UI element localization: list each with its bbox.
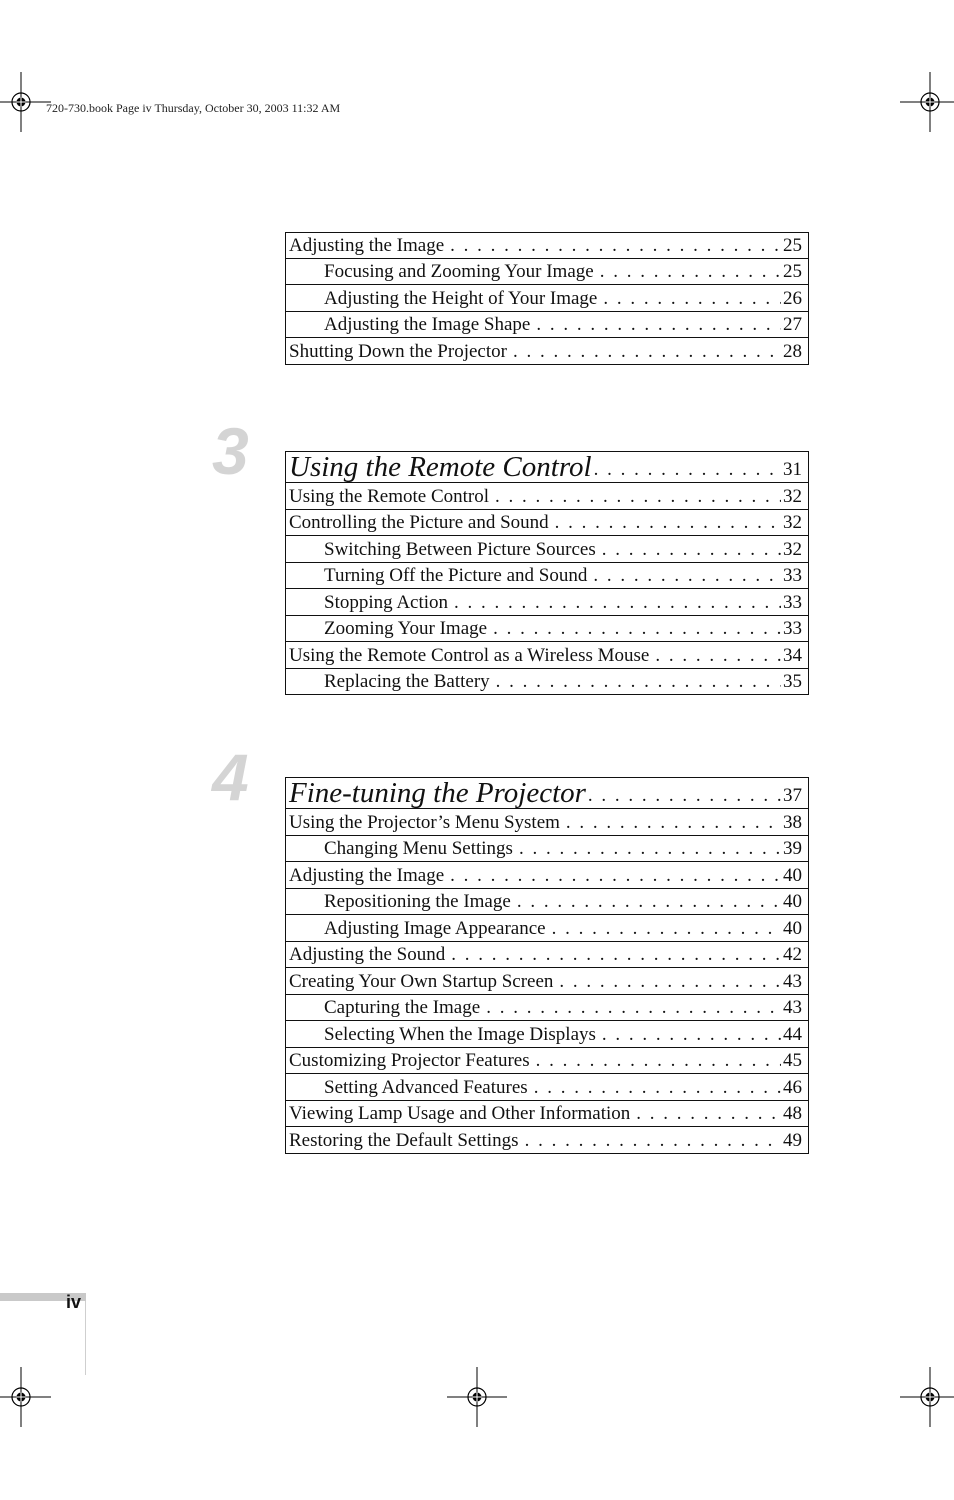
toc-subentry[interactable]: [285, 915, 809, 942]
toc-entry-title: Customizing Projector Features: [289, 1050, 530, 1071]
toc-entry-page: 25: [783, 261, 802, 282]
chapter-title: Using the Remote Control: [289, 451, 592, 483]
dot-leader: [636, 1103, 781, 1126]
dot-leader: [486, 997, 781, 1020]
dot-leader: [451, 944, 781, 967]
toc-entry-page: 43: [783, 970, 802, 992]
dot-leader: [525, 1130, 781, 1153]
toc-entry[interactable]: [285, 968, 809, 995]
dot-leader: [519, 838, 781, 861]
toc-entry-page: 43: [783, 997, 802, 1018]
toc-entry-page: 33: [783, 618, 802, 639]
toc-chapter-4: [285, 777, 809, 1154]
dot-leader: [602, 1024, 781, 1047]
toc-entry-page: 38: [783, 811, 802, 833]
toc-entry-title: Restoring the Default Settings: [289, 1129, 519, 1151]
registration-mark-top-left-icon: [0, 72, 51, 132]
toc-subentry[interactable]: [285, 616, 809, 643]
toc-subentry[interactable]: [285, 285, 809, 312]
toc-entry-title: Zooming Your Image: [324, 618, 488, 639]
toc-entry-title: Using the Remote Control as a Wireless Mouse: [289, 644, 650, 666]
toc-entry[interactable]: [285, 338, 809, 365]
toc-entry-title: Shutting Down the Projector: [289, 340, 507, 362]
dot-leader: [495, 486, 781, 509]
toc-entry-title: Changing Menu Settings: [324, 838, 513, 859]
toc-subentry[interactable]: [285, 536, 809, 563]
folio-rule: [85, 1301, 86, 1375]
toc-entry[interactable]: [285, 862, 809, 889]
toc-chapter-3: [285, 451, 809, 695]
dot-leader: [536, 314, 781, 337]
dot-leader: [602, 539, 781, 562]
toc-entry-page: 28: [783, 340, 802, 362]
toc-entry-page: 39: [783, 838, 802, 859]
registration-mark-bottom-right-icon: [900, 1367, 954, 1427]
dot-leader: [493, 618, 781, 641]
chapter-title-entry[interactable]: [285, 451, 809, 483]
toc-subentry[interactable]: [285, 669, 809, 696]
print-slug: 720-730.book Page iv Thursday, October 30, 2003 11:32 AM: [46, 101, 341, 115]
dot-leader: [555, 512, 781, 535]
dot-leader: [593, 565, 781, 588]
toc-section-continued: [285, 232, 809, 365]
toc-entry[interactable]: [285, 942, 809, 969]
dot-leader: [513, 341, 781, 364]
toc-entry-page: 46: [783, 1076, 802, 1098]
toc-entry-title: Adjusting the Height of Your Image: [324, 287, 598, 309]
dot-leader: [559, 971, 781, 994]
toc-subentry[interactable]: [285, 312, 809, 339]
toc-entry[interactable]: [285, 1048, 809, 1075]
toc-entry-title: Repositioning the Image: [324, 891, 511, 912]
dot-leader: [655, 645, 781, 668]
toc-entry[interactable]: [285, 642, 809, 669]
registration-mark-top-right-icon: [900, 72, 954, 132]
toc-entry-page: 40: [783, 864, 802, 886]
toc-entry-page: 32: [783, 485, 802, 507]
toc-entry-title: Adjusting the Image Shape: [324, 314, 531, 335]
toc-subentry[interactable]: [285, 889, 809, 916]
dot-leader: [566, 812, 781, 835]
toc-entry-page: 31: [783, 459, 802, 480]
dot-leader: [517, 891, 781, 914]
toc-subentry[interactable]: [285, 1021, 809, 1048]
toc-entry-page: 40: [783, 917, 802, 939]
dot-leader: [552, 918, 781, 941]
dot-leader: [450, 235, 781, 258]
toc-entry[interactable]: [285, 1101, 809, 1128]
toc-entry-title: Replacing the Battery: [324, 671, 490, 692]
toc-entry-title: Adjusting the Sound: [289, 944, 446, 965]
toc-entry-title: Creating Your Own Startup Screen: [289, 970, 554, 992]
dot-leader: [496, 671, 781, 694]
toc-entry-page: 32: [783, 512, 802, 533]
toc-entry-title: Adjusting the Image: [289, 864, 445, 886]
toc-entry-page: 34: [783, 644, 802, 666]
toc-entry-page: 32: [783, 538, 802, 560]
toc-subentry[interactable]: [285, 995, 809, 1022]
toc-entry-title: Viewing Lamp Usage and Other Information: [289, 1103, 631, 1124]
dot-leader: [594, 459, 781, 482]
toc-entry-page: 40: [783, 891, 802, 912]
dot-leader: [536, 1050, 781, 1073]
toc-entry-page: 25: [783, 234, 802, 256]
chapter-number: 4: [212, 740, 249, 814]
toc-entry-title: Stopping Action: [324, 591, 449, 613]
dot-leader: [454, 592, 781, 615]
chapter-number: 3: [212, 414, 249, 488]
toc-entry-title: Selecting When the Image Displays: [324, 1023, 596, 1045]
toc-entry-page: 33: [783, 591, 802, 613]
chapter-title: Fine-tuning the Projector: [289, 777, 586, 809]
toc-entry-title: Setting Advanced Features: [324, 1076, 528, 1098]
toc-entry-page: 33: [783, 565, 802, 586]
toc-entry-title: Capturing the Image: [324, 997, 481, 1018]
toc-entry[interactable]: [285, 483, 809, 510]
toc-entry-title: Controlling the Picture and Sound: [289, 512, 549, 533]
toc-entry-page: 26: [783, 287, 802, 309]
toc-entry[interactable]: [285, 232, 809, 259]
toc-entry-page: 35: [783, 671, 802, 692]
toc-entry-page: 27: [783, 314, 802, 335]
toc-entry-page: 44: [783, 1023, 802, 1045]
toc-subentry[interactable]: [285, 563, 809, 590]
toc-entry-page: 37: [783, 785, 802, 806]
dot-leader: [534, 1077, 781, 1100]
chapter-title-entry[interactable]: [285, 777, 809, 809]
toc-subentry[interactable]: [285, 836, 809, 863]
toc-entry-page: 45: [783, 1050, 802, 1071]
toc-entry-title: Adjusting the Image: [289, 234, 445, 256]
dot-leader: [603, 288, 781, 311]
toc-entry-title: Using the Remote Control: [289, 485, 490, 507]
page-number: iv: [66, 1292, 82, 1312]
dot-leader: [600, 261, 781, 284]
toc-subentry[interactable]: [285, 589, 809, 616]
dot-leader: [450, 865, 781, 888]
toc-entry-page: 49: [783, 1129, 802, 1151]
toc-entry[interactable]: [285, 809, 809, 836]
dot-leader: [588, 785, 781, 808]
toc-entry-page: 48: [783, 1103, 802, 1124]
toc-entry[interactable]: [285, 1127, 809, 1154]
toc-entry-title: Turning Off the Picture and Sound: [324, 565, 588, 586]
toc-subentry[interactable]: [285, 259, 809, 286]
registration-mark-bottom-left-icon: [0, 1367, 51, 1427]
toc-entry-title: Adjusting Image Appearance: [324, 917, 546, 939]
toc-entry[interactable]: [285, 510, 809, 537]
toc-entry-title: Focusing and Zooming Your Image: [324, 261, 594, 282]
toc-entry-title: Switching Between Picture Sources: [324, 538, 596, 560]
registration-mark-bottom-center-icon: [447, 1367, 507, 1427]
toc-entry-title: Using the Projector’s Menu System: [289, 811, 560, 833]
toc-entry-page: 42: [783, 944, 802, 965]
toc-subentry[interactable]: [285, 1074, 809, 1101]
